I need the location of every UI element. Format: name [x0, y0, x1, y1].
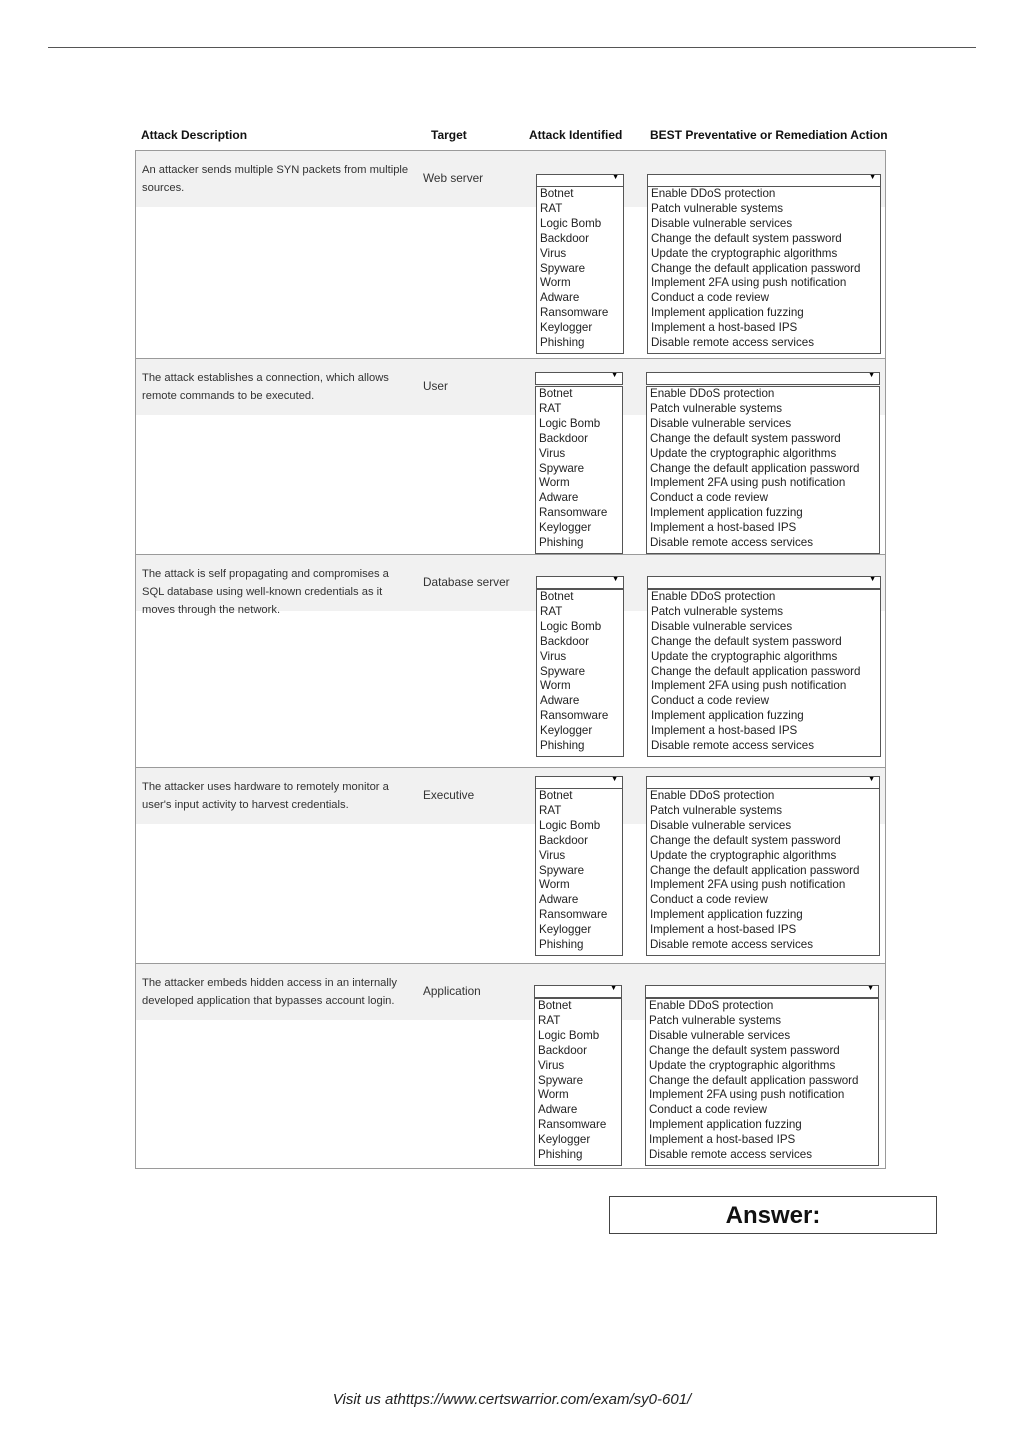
- attack-option[interactable]: Botnet: [539, 387, 573, 400]
- attack-options-list[interactable]: [536, 589, 624, 757]
- attack-option[interactable]: Ransomware: [540, 306, 609, 320]
- action-option[interactable]: Implement application fuzzing: [650, 908, 803, 922]
- header-target: Target: [431, 128, 467, 142]
- action-option[interactable]: Enable DDoS protection: [649, 999, 774, 1012]
- action-option[interactable]: Change the default application password: [651, 664, 861, 678]
- attack-option[interactable]: Botnet: [538, 999, 572, 1012]
- action-option[interactable]: Change the default system password: [649, 1043, 840, 1057]
- top-rule: [48, 47, 976, 48]
- attack-option[interactable]: Botnet: [539, 789, 573, 802]
- triangle-down-icon[interactable]: ▼: [611, 776, 618, 783]
- attack-option[interactable]: Spyware: [538, 1073, 584, 1087]
- attack-option[interactable]: Logic Bomb: [538, 1028, 600, 1042]
- attack-option[interactable]: Logic Bomb: [540, 619, 602, 633]
- action-option[interactable]: Disable vulnerable services: [651, 216, 793, 230]
- triangle-down-icon[interactable]: ▼: [868, 776, 875, 783]
- action-option[interactable]: Change the default system password: [651, 634, 842, 648]
- triangle-down-icon[interactable]: ▼: [869, 174, 876, 181]
- attack-option[interactable]: Virus: [538, 1058, 565, 1072]
- attack-option[interactable]: Adware: [540, 291, 580, 305]
- action-option[interactable]: Change the default system password: [650, 431, 841, 445]
- action-option[interactable]: Change the default application password: [651, 261, 861, 275]
- attack-option[interactable]: Spyware: [540, 664, 586, 678]
- attack-option[interactable]: Phishing: [539, 938, 584, 952]
- target-label: Executive: [423, 788, 475, 802]
- table-row: [136, 964, 885, 1168]
- action-option[interactable]: Implement application fuzzing: [651, 306, 804, 320]
- action-option[interactable]: Implement a host-based IPS: [650, 521, 797, 535]
- attack-options-list[interactable]: [535, 386, 623, 554]
- attack-option[interactable]: Backdoor: [539, 431, 588, 445]
- attack-option[interactable]: Phishing: [540, 739, 585, 753]
- action-option[interactable]: Conduct a code review: [650, 893, 768, 907]
- header-attack-identified: Attack Identified: [529, 128, 623, 142]
- attack-option[interactable]: Backdoor: [539, 833, 588, 847]
- action-option[interactable]: Update the cryptographic algorithms: [651, 246, 838, 260]
- attack-option[interactable]: Ransomware: [540, 709, 609, 723]
- attack-option[interactable]: Spyware: [539, 863, 585, 877]
- action-option[interactable]: Implement application fuzzing: [649, 1118, 802, 1132]
- attack-option[interactable]: RAT: [540, 201, 563, 215]
- triangle-down-icon[interactable]: ▼: [610, 985, 617, 992]
- action-option[interactable]: Implement a host-based IPS: [650, 923, 797, 937]
- attack-option[interactable]: Virus: [539, 446, 566, 460]
- attack-option[interactable]: Backdoor: [540, 231, 589, 245]
- action-option[interactable]: Update the cryptographic algorithms: [651, 649, 838, 663]
- action-option[interactable]: Implement 2FA using push notification: [649, 1088, 845, 1102]
- attack-option[interactable]: Spyware: [540, 261, 586, 275]
- action-option[interactable]: Change the default application password: [650, 461, 860, 475]
- action-option[interactable]: Change the default application password: [649, 1073, 859, 1087]
- action-option[interactable]: Disable remote access services: [649, 1148, 813, 1162]
- header-attack-description: Attack Description: [141, 128, 248, 142]
- action-option[interactable]: Change the default application password: [650, 863, 860, 877]
- attack-option[interactable]: Worm: [539, 476, 570, 490]
- attack-option[interactable]: Virus: [539, 848, 566, 862]
- triangle-down-icon[interactable]: ▼: [612, 174, 619, 181]
- attack-identified-dropdown[interactable]: [534, 985, 622, 998]
- action-option[interactable]: Implement application fuzzing: [650, 506, 803, 520]
- action-option[interactable]: Patch vulnerable systems: [651, 201, 784, 215]
- attack-option[interactable]: Adware: [538, 1103, 578, 1117]
- action-option[interactable]: Patch vulnerable systems: [650, 401, 783, 415]
- attack-options-list[interactable]: [534, 998, 622, 1166]
- action-option[interactable]: Update the cryptographic algorithms: [650, 446, 837, 460]
- attack-options-list[interactable]: [535, 788, 623, 956]
- triangle-down-icon[interactable]: ▼: [869, 576, 876, 583]
- action-option[interactable]: Conduct a code review: [649, 1103, 767, 1117]
- action-option[interactable]: Implement a host-based IPS: [649, 1133, 796, 1147]
- attack-option[interactable]: Keylogger: [540, 321, 593, 335]
- table-row: [136, 768, 885, 964]
- attack-option[interactable]: Worm: [540, 276, 571, 290]
- action-option[interactable]: Disable vulnerable services: [651, 619, 793, 633]
- attack-option[interactable]: RAT: [538, 1013, 561, 1027]
- action-option[interactable]: Implement 2FA using push notification: [651, 679, 847, 693]
- action-option[interactable]: Change the default system password: [650, 833, 841, 847]
- attack-option[interactable]: Ransomware: [538, 1118, 607, 1132]
- action-option[interactable]: Implement application fuzzing: [651, 709, 804, 723]
- answer-box: Answer:: [609, 1196, 937, 1234]
- attack-option[interactable]: Ransomware: [539, 506, 608, 520]
- action-option[interactable]: Disable vulnerable services: [649, 1028, 791, 1042]
- attack-description: The attacker uses hardware to remotely monitor a user's input activity to harvest credentials.: [142, 781, 389, 811]
- attack-option[interactable]: Adware: [539, 893, 579, 907]
- action-option[interactable]: Enable DDoS protection: [651, 187, 776, 200]
- action-option[interactable]: Update the cryptographic algorithms: [649, 1058, 836, 1072]
- attack-option[interactable]: Keylogger: [539, 521, 592, 535]
- target-label: Database server: [423, 575, 510, 589]
- header-best-action: BEST Preventative or Remediation Action: [650, 128, 888, 142]
- action-option[interactable]: Conduct a code review: [650, 491, 768, 505]
- triangle-down-icon[interactable]: ▼: [868, 372, 875, 379]
- attack-option[interactable]: Adware: [539, 491, 579, 505]
- triangle-down-icon[interactable]: ▼: [867, 985, 874, 992]
- table-header: [0, 128, 1024, 144]
- attack-description: An attacker sends multiple SYN packets from multiple sources.: [142, 164, 409, 194]
- action-option[interactable]: Implement 2FA using push notification: [650, 476, 846, 490]
- attack-option[interactable]: Backdoor: [540, 634, 589, 648]
- attack-option[interactable]: Worm: [538, 1088, 569, 1102]
- table-row: [136, 555, 885, 768]
- attack-option[interactable]: Backdoor: [538, 1043, 587, 1057]
- attack-option[interactable]: Phishing: [538, 1148, 583, 1162]
- action-option[interactable]: Implement a host-based IPS: [651, 321, 798, 335]
- action-option[interactable]: Disable vulnerable services: [650, 416, 792, 430]
- triangle-down-icon[interactable]: ▼: [612, 576, 619, 583]
- target-label: User: [423, 379, 448, 393]
- action-option[interactable]: Change the default system password: [651, 231, 842, 245]
- action-options-list[interactable]: [646, 386, 880, 554]
- action-option[interactable]: Implement a host-based IPS: [651, 724, 798, 738]
- attack-option[interactable]: Keylogger: [539, 923, 592, 937]
- action-option[interactable]: Implement 2FA using push notification: [650, 878, 846, 892]
- table-row: [136, 359, 885, 555]
- action-option[interactable]: Patch vulnerable systems: [651, 604, 784, 618]
- attack-options-list[interactable]: [536, 186, 624, 354]
- action-option[interactable]: Disable remote access services: [651, 336, 815, 350]
- action-option[interactable]: Enable DDoS protection: [650, 789, 775, 802]
- attack-option[interactable]: Spyware: [539, 461, 585, 475]
- action-options-list[interactable]: [647, 589, 881, 757]
- action-options-list[interactable]: [647, 186, 881, 354]
- table-row: [136, 151, 885, 359]
- action-option[interactable]: Conduct a code review: [651, 694, 769, 708]
- action-option[interactable]: Conduct a code review: [651, 291, 769, 305]
- attack-table: [135, 150, 886, 1169]
- attack-option[interactable]: Logic Bomb: [539, 416, 601, 430]
- attack-option[interactable]: RAT: [540, 604, 563, 618]
- attack-option[interactable]: Adware: [540, 694, 580, 708]
- action-options-list[interactable]: [645, 998, 879, 1166]
- best-action-dropdown[interactable]: [647, 576, 881, 589]
- attack-option[interactable]: Worm: [539, 878, 570, 892]
- action-option[interactable]: Disable remote access services: [651, 739, 815, 753]
- attack-description: The attack establishes a connection, which allows remote commands to be executed.: [142, 372, 389, 402]
- action-option[interactable]: Disable vulnerable services: [650, 818, 792, 832]
- action-option[interactable]: Implement 2FA using push notification: [651, 276, 847, 290]
- attack-option[interactable]: Botnet: [540, 187, 574, 200]
- action-option[interactable]: Patch vulnerable systems: [649, 1013, 782, 1027]
- attack-option[interactable]: Virus: [540, 649, 567, 663]
- triangle-down-icon[interactable]: ▼: [611, 372, 618, 379]
- attack-description: The attacker embeds hidden access in an internally developed application that bypasses account login.: [142, 977, 397, 1007]
- attack-option[interactable]: Phishing: [540, 336, 585, 350]
- attack-option[interactable]: Keylogger: [538, 1133, 591, 1147]
- attack-option[interactable]: Logic Bomb: [540, 216, 602, 230]
- attack-option[interactable]: Virus: [540, 246, 567, 260]
- action-option[interactable]: Disable remote access services: [650, 536, 814, 550]
- action-option[interactable]: Disable remote access services: [650, 938, 814, 952]
- footer-link[interactable]: Visit us athttps://www.certswarrior.com/exam/sy0-601/: [332, 1391, 692, 1408]
- attack-option[interactable]: Phishing: [539, 536, 584, 550]
- action-option[interactable]: Enable DDoS protection: [651, 590, 776, 603]
- action-option[interactable]: Enable DDoS protection: [650, 387, 775, 400]
- action-option[interactable]: Update the cryptographic algorithms: [650, 848, 837, 862]
- attack-option[interactable]: RAT: [539, 803, 562, 817]
- attack-option[interactable]: RAT: [539, 401, 562, 415]
- attack-option[interactable]: Ransomware: [539, 908, 608, 922]
- attack-option[interactable]: Keylogger: [540, 724, 593, 738]
- attack-identified-dropdown[interactable]: [535, 372, 623, 385]
- best-action-dropdown[interactable]: [645, 985, 879, 998]
- action-options-list[interactable]: [646, 788, 880, 956]
- attack-identified-dropdown[interactable]: [536, 576, 624, 589]
- attack-option[interactable]: Botnet: [540, 590, 574, 603]
- attack-option[interactable]: Logic Bomb: [539, 818, 601, 832]
- target-label: Web server: [423, 171, 484, 185]
- attack-description: The attack is self propagating and compromises a SQL database using well-known credentials as it moves through the network.: [142, 568, 389, 616]
- action-option[interactable]: Patch vulnerable systems: [650, 803, 783, 817]
- attack-option[interactable]: Worm: [540, 679, 571, 693]
- target-label: Application: [423, 984, 481, 998]
- best-action-dropdown[interactable]: [646, 372, 880, 385]
